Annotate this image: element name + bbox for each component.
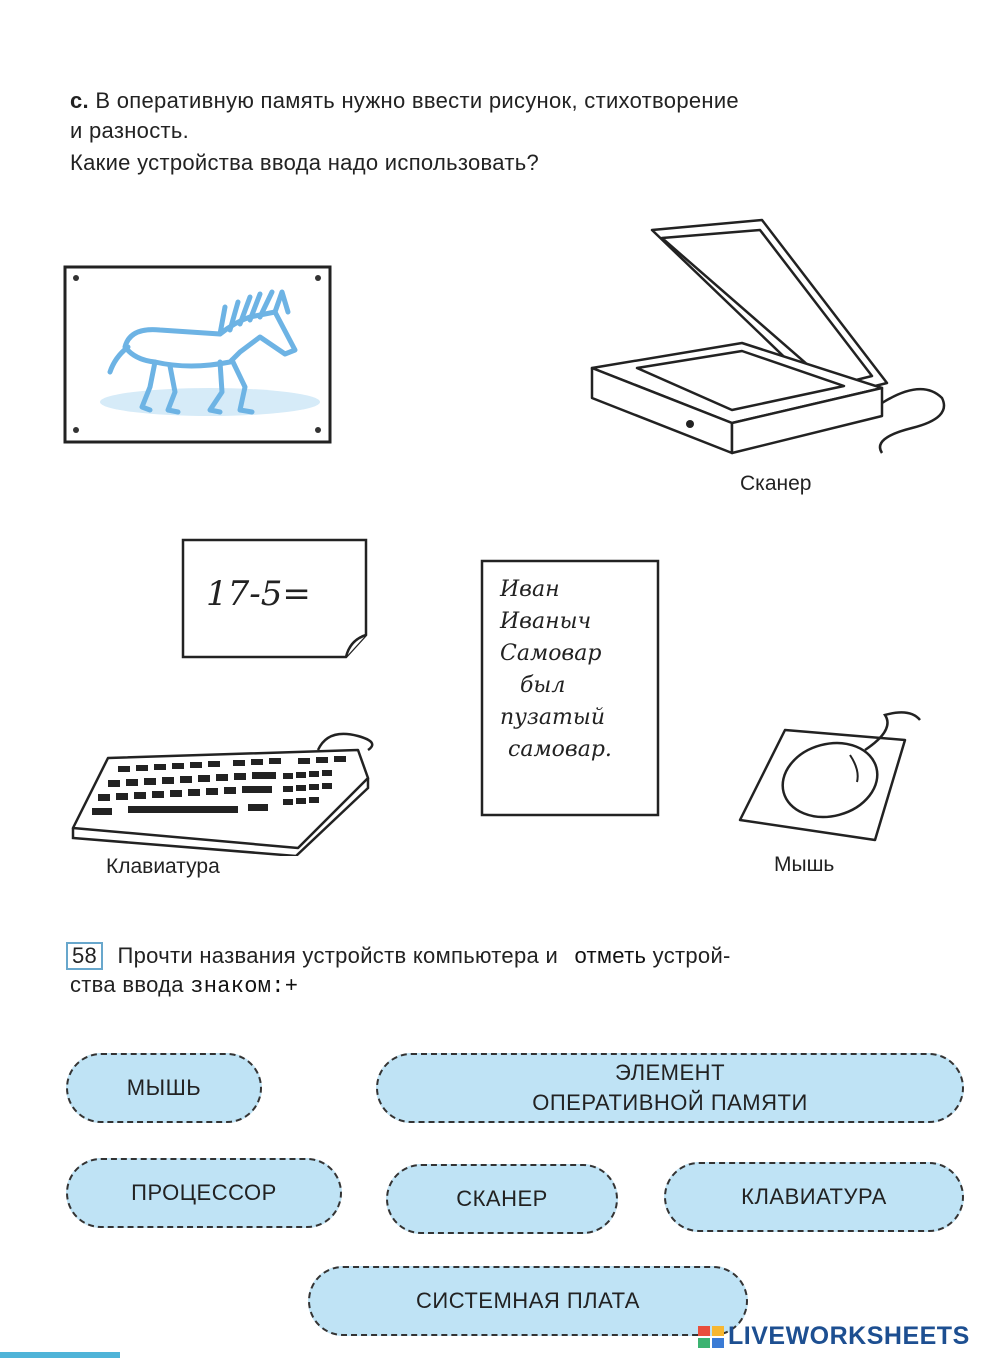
task-c-text1: В оперативную память нужно ввести рисунок, стихотворение: [95, 88, 739, 113]
horse-drawing-illustration: [60, 262, 338, 447]
poem-line: Иваныч: [500, 609, 592, 634]
option-ram[interactable]: [376, 1053, 964, 1123]
brand-text: LIVEWORKSHEETS: [728, 1322, 970, 1350]
bottom-accent-bar: [0, 1352, 120, 1358]
keyboard-caption: Клавиатура: [106, 855, 220, 878]
option-motherboard[interactable]: [308, 1266, 748, 1336]
poem-line: был: [520, 673, 566, 698]
task-58-mark-word: отметь: [574, 943, 647, 968]
option-motherboard-label: СИСТЕМНАЯ ПЛАТА: [416, 1288, 640, 1313]
math-expression: 17-5=: [206, 574, 311, 614]
option-mouse[interactable]: [66, 1053, 262, 1123]
poem-line: пузатый: [500, 705, 605, 730]
scanner-caption: Сканер: [740, 472, 812, 495]
task-c-line2: и разность.: [70, 118, 190, 143]
task-58-line2: [70, 970, 298, 1002]
option-keyboard[interactable]: [664, 1162, 964, 1232]
option-keyboard-label: КЛАВИАТУРА: [741, 1184, 887, 1209]
option-mouse-label: МЫШЬ: [126, 1075, 202, 1100]
task-58-text1: Прочти названия устройств компьютера и: [117, 943, 559, 968]
poem-line: самовар.: [508, 737, 612, 762]
task-58-line1: [66, 941, 731, 971]
task-58-text3: ства ввода: [70, 972, 184, 997]
poem-line: Иван: [500, 577, 560, 602]
task-58-text2: устрой-: [652, 943, 731, 968]
task-58-sign-text: знаком:+: [190, 974, 299, 999]
scanner-illustration: [582, 218, 952, 458]
poem-text: [500, 574, 612, 766]
mouse-caption: Мышь: [774, 853, 835, 876]
keyboard-illustration: [68, 728, 388, 856]
option-processor[interactable]: [66, 1158, 342, 1228]
task-c-question: Какие устройства ввода надо использовать?: [70, 150, 539, 175]
option-processor-label: ПРОЦЕССОР: [131, 1180, 277, 1205]
task-c-letter: с.: [70, 88, 89, 113]
task-c-line1: [70, 86, 970, 116]
task-number-badge: 58: [66, 942, 103, 970]
liveworksheets-logo: [698, 1322, 970, 1351]
logo-icon: [698, 1326, 724, 1348]
option-ram-label: ЭЛЕМЕНТ ОПЕРАТИВНОЙ ПАМЯТИ: [532, 1060, 808, 1115]
mouse-illustration: [735, 710, 935, 850]
poem-line: Самовар: [500, 641, 602, 666]
option-scanner[interactable]: [386, 1164, 618, 1234]
option-scanner-label: СКАНЕР: [456, 1186, 548, 1211]
